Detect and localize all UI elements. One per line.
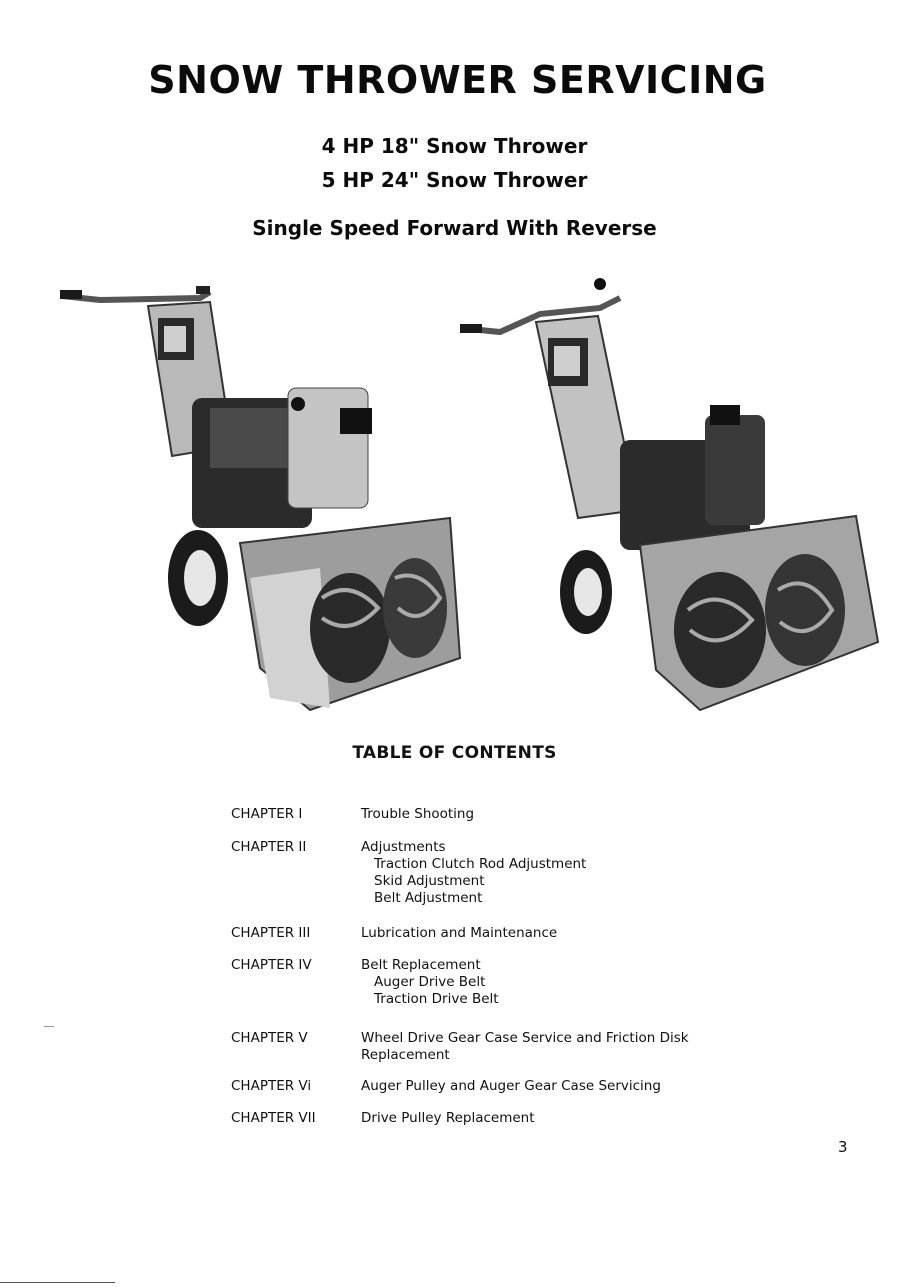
toc-subtopic: Auger Drive Belt	[374, 974, 486, 990]
model-line-1: 4 HP 18" Snow Thrower	[321, 134, 588, 158]
toc-chapter-label: CHAPTER II	[231, 839, 307, 855]
toc-chapter-label: CHAPTER Vi	[231, 1078, 312, 1094]
toc-chapter-label: CHAPTER V	[231, 1030, 308, 1046]
toc-topic-group	[361, 957, 761, 1008]
toc-chapter-label: CHAPTER III	[231, 925, 311, 941]
toc-subtopic: Traction Drive Belt	[374, 991, 499, 1007]
toc-chapter-label: CHAPTER IV	[231, 957, 312, 973]
toc-topic: Lubrication and Maintenance	[361, 925, 558, 941]
toc-heading: TABLE OF CONTENTS	[352, 743, 557, 763]
subtitle: Single Speed Forward With Reverse	[252, 216, 657, 240]
toc-topic: Auger Pulley and Auger Gear Case Servicing	[361, 1078, 661, 1094]
toc-chapter-label: CHAPTER I	[231, 806, 303, 822]
snow-thrower-photo-right	[460, 270, 890, 715]
toc-topic-group	[361, 1030, 761, 1064]
snow-thrower-illustration-left	[60, 278, 480, 718]
toc-topic: Adjustments	[361, 839, 446, 855]
toc-topic-continuation: Replacement	[361, 1047, 450, 1063]
page-title: SNOW THROWER SERVICING	[148, 58, 767, 102]
scan-mark	[44, 1026, 54, 1027]
scan-edge-line	[0, 1282, 115, 1283]
toc-subtopic: Belt Adjustment	[374, 890, 483, 906]
snow-thrower-photo-left	[60, 278, 480, 718]
toc-topic: Belt Replacement	[361, 957, 481, 973]
toc-topic-group	[361, 839, 761, 907]
toc-topic: Wheel Drive Gear Case Service and Friction Disk	[361, 1030, 689, 1046]
toc-subtopic: Skid Adjustment	[374, 873, 485, 889]
toc-topic: Drive Pulley Replacement	[361, 1110, 535, 1126]
model-line-2: 5 HP 24" Snow Thrower	[321, 168, 588, 192]
snow-thrower-illustration-right	[460, 270, 890, 715]
page-number: 3	[838, 1138, 848, 1156]
toc-topic: Trouble Shooting	[361, 806, 475, 822]
toc-chapter-label: CHAPTER VII	[231, 1110, 316, 1126]
toc-subtopic: Traction Clutch Rod Adjustment	[374, 856, 587, 872]
